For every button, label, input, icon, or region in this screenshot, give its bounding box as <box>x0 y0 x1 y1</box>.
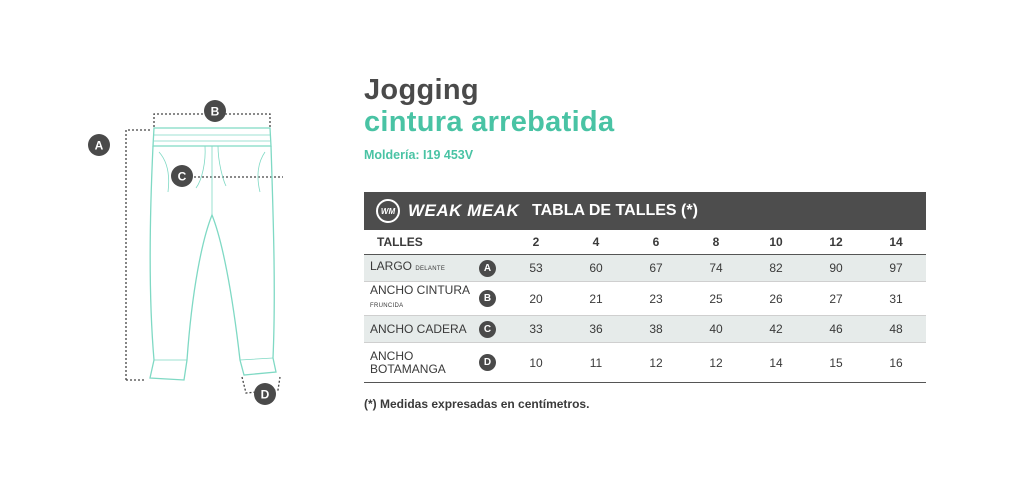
table-cell: 82 <box>746 255 806 282</box>
row-label: LARGO <box>370 259 413 273</box>
table-cell: 21 <box>566 282 626 316</box>
table-cell: 48 <box>866 316 926 343</box>
table-cell: 31 <box>866 282 926 316</box>
product-title: Jogging <box>364 74 479 106</box>
table-cell: 33 <box>506 316 566 343</box>
footnote: (*) Medidas expresadas en centímetros. <box>364 397 590 411</box>
size-col: 14 <box>866 230 926 255</box>
table-cell: 12 <box>626 343 686 383</box>
table-cell: 12 <box>686 343 746 383</box>
size-table <box>364 192 926 383</box>
table-cell: 10 <box>506 343 566 383</box>
row-sublabel: DELANTE <box>415 266 446 272</box>
row-label-cell <box>364 255 506 282</box>
table-cell: 20 <box>506 282 566 316</box>
molderia-code: Moldería: I19 453V <box>364 148 474 162</box>
table-cell: 23 <box>626 282 686 316</box>
badge-b-marker <box>204 100 226 122</box>
product-subtitle: cintura arrebatida <box>364 106 615 138</box>
row-label-cell <box>364 316 506 343</box>
row-label: ANCHO CADERA <box>370 321 467 336</box>
table-cell: 38 <box>626 316 686 343</box>
row-label-cell <box>364 343 506 383</box>
badge-c-marker <box>171 165 193 187</box>
badge-a-marker <box>88 134 110 156</box>
table-cell: 11 <box>566 343 626 383</box>
row-label-cell <box>364 282 506 316</box>
table-cell: 40 <box>686 316 746 343</box>
row-label: ANCHO <box>370 348 414 363</box>
size-col: 2 <box>506 230 566 255</box>
diagram-badge-b: B <box>210 104 220 119</box>
measure-line-a <box>126 130 152 380</box>
table-cell: 25 <box>686 282 746 316</box>
table-cell: 74 <box>686 255 746 282</box>
table-cell: 15 <box>806 343 866 383</box>
table-cell: 27 <box>806 282 866 316</box>
table-cell: 97 <box>866 255 926 282</box>
row-badge: A <box>479 260 496 277</box>
title-block <box>364 74 614 162</box>
table-cell: 26 <box>746 282 806 316</box>
row-badge: C <box>479 321 496 338</box>
size-grid <box>364 230 926 383</box>
diagram-badge-a: A <box>94 138 104 153</box>
brand-logo-icon: WM <box>376 199 400 223</box>
size-col: 10 <box>746 230 806 255</box>
sizes-row <box>364 230 926 255</box>
row-badge: B <box>479 290 496 307</box>
table-cell: 67 <box>626 255 686 282</box>
table-row <box>364 343 926 383</box>
table-row <box>364 316 926 343</box>
badge-d-marker <box>254 383 276 405</box>
size-col: 8 <box>686 230 746 255</box>
table-cell: 46 <box>806 316 866 343</box>
sizes-header-label: TALLES <box>364 230 506 255</box>
diagram-badge-d: D <box>260 387 270 402</box>
brand-logo <box>376 199 532 223</box>
table-cell: 14 <box>746 343 806 383</box>
pants-outline <box>150 128 276 380</box>
table-row <box>364 282 926 316</box>
brand-name: WEAK MEAK <box>408 201 520 220</box>
row-sublabel: FRUNCIDA <box>370 303 404 309</box>
table-cell: 36 <box>566 316 626 343</box>
table-row <box>364 255 926 282</box>
row-badge: D <box>479 354 496 371</box>
size-col: 12 <box>806 230 866 255</box>
size-col: 4 <box>566 230 626 255</box>
table-cell: 42 <box>746 316 806 343</box>
table-cell: 90 <box>806 255 866 282</box>
pants-diagram <box>80 90 300 420</box>
table-cell: 53 <box>506 255 566 282</box>
size-col: 6 <box>626 230 686 255</box>
table-cell: 16 <box>866 343 926 383</box>
table-title: TABLA DE TALLES (*) <box>532 202 698 219</box>
table-header-bar <box>364 192 926 230</box>
diagram-badge-c: C <box>177 169 187 184</box>
row-label: ANCHO CINTURA <box>370 283 471 297</box>
table-cell: 60 <box>566 255 626 282</box>
row-sublabel: BOTAMANGA <box>370 361 446 376</box>
